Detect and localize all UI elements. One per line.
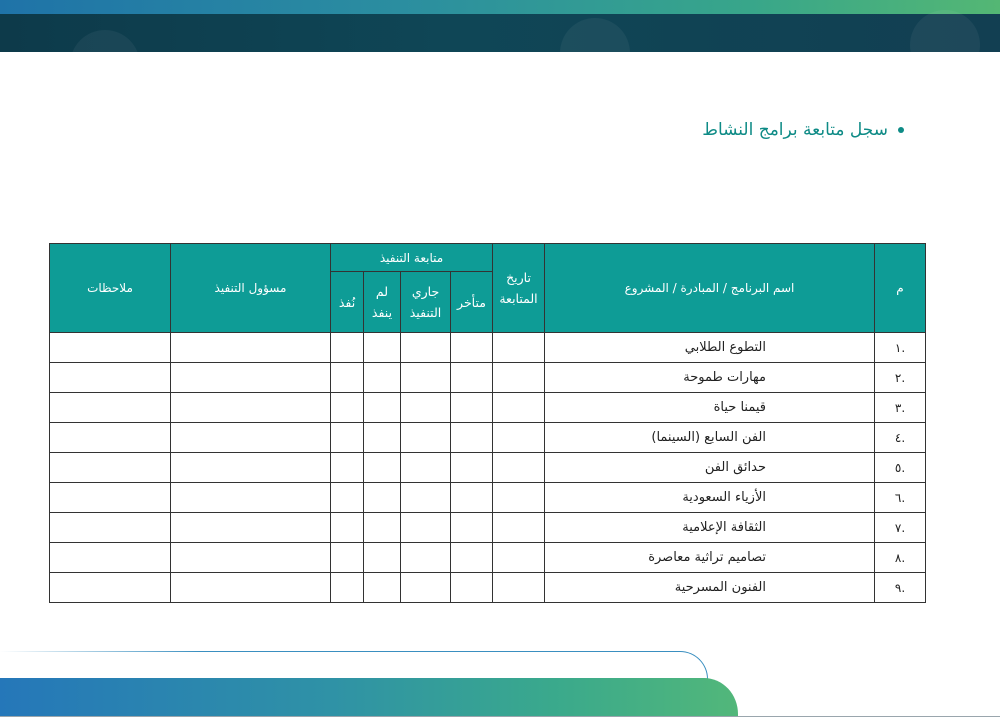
row-num: .٤ <box>875 423 926 453</box>
cell-notes <box>50 513 171 543</box>
row-num: .٩ <box>875 573 926 603</box>
cell-responsible <box>171 333 331 363</box>
cell-responsible <box>171 453 331 483</box>
bottom-line-fade <box>0 651 200 653</box>
cell-delayed <box>451 333 493 363</box>
cell-in-progress <box>401 363 451 393</box>
cell-not-done <box>364 363 401 393</box>
header-in-progress: جاري التنفيذ <box>401 272 451 333</box>
cell-not-done <box>364 393 401 423</box>
cell-followup-date <box>493 483 545 513</box>
row-program: حدائق الفن <box>545 453 875 483</box>
row-program: الأزياء السعودية <box>545 483 875 513</box>
header-followup-date: تاريخ المتابعة <box>493 244 545 333</box>
table-row <box>50 573 926 603</box>
cell-done <box>331 363 364 393</box>
top-gradient-stripe <box>0 0 1000 14</box>
cell-notes <box>50 573 171 603</box>
cell-in-progress <box>401 423 451 453</box>
cell-followup-date <box>493 363 545 393</box>
cell-notes <box>50 423 171 453</box>
cell-done <box>331 513 364 543</box>
table-row <box>50 543 926 573</box>
cell-followup-date <box>493 453 545 483</box>
banner-decoration-circle <box>560 18 630 52</box>
cell-responsible <box>171 513 331 543</box>
cell-notes <box>50 543 171 573</box>
row-num: .٨ <box>875 543 926 573</box>
cell-notes <box>50 393 171 423</box>
header-not-done: لم ينفذ <box>364 272 401 333</box>
header-execution-followup: متابعة التنفيذ <box>331 244 493 272</box>
bullet-icon <box>898 127 904 133</box>
cell-not-done <box>364 453 401 483</box>
row-num: .٢ <box>875 363 926 393</box>
cell-followup-date <box>493 543 545 573</box>
cell-done <box>331 453 364 483</box>
top-banner <box>0 0 1000 52</box>
row-num: .٥ <box>875 453 926 483</box>
header-delayed: متأخر <box>451 272 493 333</box>
cell-in-progress <box>401 513 451 543</box>
cell-followup-date <box>493 423 545 453</box>
row-program: مهارات طموحة <box>545 363 875 393</box>
row-program: تصاميم تراثية معاصرة <box>545 543 875 573</box>
row-program: قيمنا حياة <box>545 393 875 423</box>
cell-delayed <box>451 483 493 513</box>
table-row <box>50 333 926 363</box>
cell-not-done <box>364 423 401 453</box>
cell-in-progress <box>401 393 451 423</box>
cell-notes <box>50 363 171 393</box>
cell-followup-date <box>493 573 545 603</box>
cell-responsible <box>171 573 331 603</box>
cell-not-done <box>364 513 401 543</box>
row-num: .٦ <box>875 483 926 513</box>
cell-followup-date <box>493 393 545 423</box>
cell-in-progress <box>401 483 451 513</box>
row-num: .٧ <box>875 513 926 543</box>
row-num: .٣ <box>875 393 926 423</box>
header-notes: ملاحظات <box>50 244 171 333</box>
section-heading-text: سجل متابعة برامج النشاط <box>702 120 888 140</box>
activity-tracking-table <box>49 243 926 603</box>
row-num: .١ <box>875 333 926 363</box>
banner-decoration-circle <box>910 10 980 52</box>
cell-in-progress <box>401 543 451 573</box>
row-program: الفنون المسرحية <box>545 573 875 603</box>
cell-done <box>331 393 364 423</box>
header-program: اسم البرنامج / المبادرة / المشروع <box>545 244 875 333</box>
cell-delayed <box>451 453 493 483</box>
cell-followup-date <box>493 513 545 543</box>
table-row <box>50 483 926 513</box>
cell-notes <box>50 483 171 513</box>
cell-notes <box>50 453 171 483</box>
cell-followup-date <box>493 333 545 363</box>
cell-responsible <box>171 363 331 393</box>
cell-not-done <box>364 483 401 513</box>
cell-not-done <box>364 543 401 573</box>
bottom-rule <box>0 716 1000 717</box>
cell-not-done <box>364 573 401 603</box>
cell-delayed <box>451 423 493 453</box>
cell-delayed <box>451 363 493 393</box>
table-row <box>50 423 926 453</box>
table-row <box>50 513 926 543</box>
header-responsible: مسؤول التنفيذ <box>171 244 331 333</box>
row-program: التطوع الطلابي <box>545 333 875 363</box>
cell-done <box>331 333 364 363</box>
table-row <box>50 453 926 483</box>
bottom-gradient-bar <box>0 678 738 716</box>
cell-responsible <box>171 423 331 453</box>
cell-done <box>331 543 364 573</box>
cell-notes <box>50 333 171 363</box>
cell-responsible <box>171 543 331 573</box>
cell-done <box>331 423 364 453</box>
row-program: الثقافة الإعلامية <box>545 513 875 543</box>
table-row <box>50 393 926 423</box>
cell-done <box>331 573 364 603</box>
section-heading <box>702 120 904 140</box>
cell-delayed <box>451 393 493 423</box>
cell-in-progress <box>401 453 451 483</box>
header-done: نُفذ <box>331 272 364 333</box>
cell-responsible <box>171 483 331 513</box>
cell-not-done <box>364 333 401 363</box>
cell-delayed <box>451 543 493 573</box>
cell-done <box>331 483 364 513</box>
row-program: الفن السابع (السينما) <box>545 423 875 453</box>
cell-delayed <box>451 513 493 543</box>
cell-delayed <box>451 573 493 603</box>
cell-responsible <box>171 393 331 423</box>
banner-decoration-circle <box>70 30 140 52</box>
cell-in-progress <box>401 333 451 363</box>
table-row <box>50 363 926 393</box>
header-num: م <box>875 244 926 333</box>
cell-in-progress <box>401 573 451 603</box>
